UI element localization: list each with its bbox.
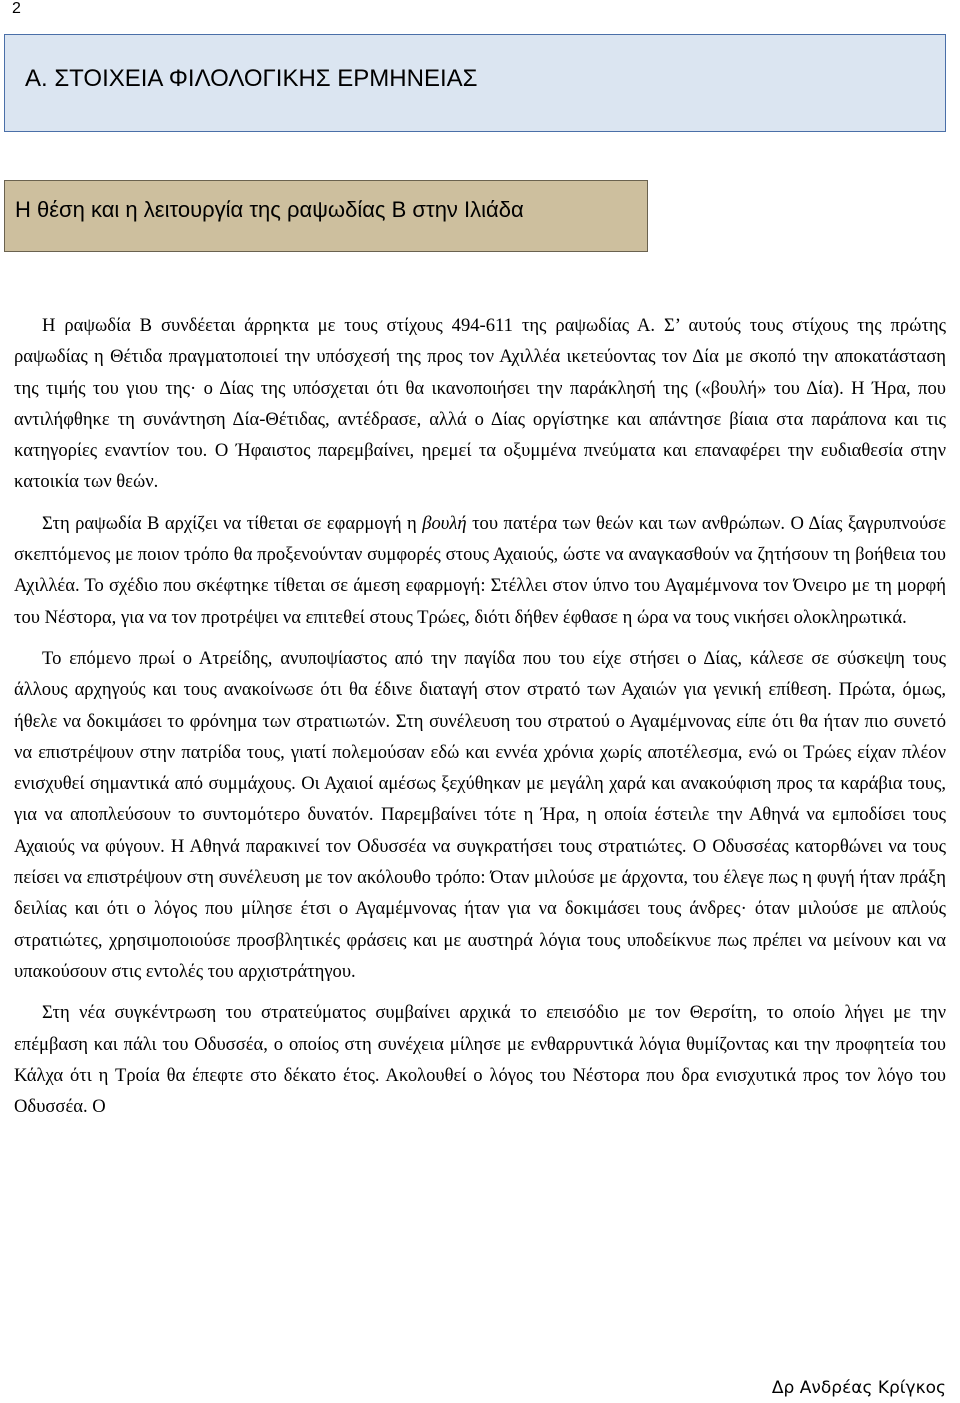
paragraph-3: Το επόμενο πρωί ο Ατρείδης, ανυποψίαστος από την παγίδα που του είχε στήσει ο Δίας, κάλεσε σε σύσκεψη τους άλλους αρχηγούς και τους ανακοίνωσε ότι θα έδινε διαταγή στον στρατό των Αχαιών για γενική επίθεση. Πρώτα, όμως, ήθελε να δοκιμάσει το φρόνημα των στρατιωτών. Στη συνέλευση του στρατού ο Αγαμέμνονας είπε ότι θα ήταν πιο συνετό να επιστρέψουν στην πατρίδα τους, γιατί πολεμούσαν εδώ και εννέα χρόνια χωρίς αποτέλεσμα, ενώ οι Τρώες είχαν πλέον ενισχυθεί σημαντικά από συμμάχους. Οι Αχαιοί αμέσως ξεχύθηκαν με μεγάλη χαρά και ανακούφιση προς τα καράβια τους, για να αποπλεύσουν το συντομότερο δυνατόν. Παρεμβαίνει τότε η Ήρα, η οποία έστειλε την Αθηνά να εμποδίσει τους Αχαιούς να φύγουν. Η Αθηνά παρακινεί τον Οδυσσέα να συγκρατήσει τους στρατιώτες. Ο Οδυσσέας κατορθώνει να τους πείσει να επιστρέψουν στη συνέλευση με τον ακόλουθο τρόπο: Όταν μιλούσε με άρχοντα, του έλεγε πως η φυγή ήταν πράξη δειλίας και ότι ο λόγος που μίλησε έτσι ο Αγαμέμνονας ήταν για να δοκιμάσει τους άνδρες· όταν μιλούσε με απλούς στρατιώτες, χρησιμοποιούσε προσβλητικές φράσεις και με αυστηρά λόγια τους υποδείκνυε πως πρέπει να μείνουν και να υπακούσουν στις εντολές του αρχιστράτηγου. [14,647,946,982]
section-heading: Α. ΣΤΟΙΧΕΙΑ ΦΙΛΟΛΟΓΙΚΗΣ ΕΡΜΗΝΕΙΑΣ [25,65,478,92]
section-heading-box [4,34,946,132]
author-footer: Δρ Ανδρέας Κρίγκος [771,1378,946,1398]
subheading-box [4,180,648,252]
paragraph-4: Στη νέα συγκέντρωση του στρατεύματος συμβαίνει αρχικά το επεισόδιο με τον Θερσίτη, το οποίο λήγει με την επέμβαση και πάλι του Οδυσσέα, ο οποίος στη συνέχεια μίλησε με ενθαρρυντικά λόγια θυμίζοντας και την προφητεία του Κάλχα ότι η Τροία θα έπεφτε στο δέκατο έτος. Ακολουθεί ο λόγος του Νέστορα που δρα ενισχυτικά προς τον λόγο του Οδυσσέα. Ο [14,1002,946,1118]
paragraph-2-emphasis: βουλή [422,512,467,534]
body-text [14,310,946,1122]
paragraph-2 [14,508,946,633]
page-number: 2 [12,0,21,17]
paragraph-2-end: του πατέρα των θεών και των ανθρώπων. Ο Δίας ξαγρυπνούσε σκεπτόμενος με ποιον τρόπο θα προξενούνταν συμφορές στους Αχαιούς, ώστε να αναγκασθούν να ζητήσουν τη βοήθεια του Αχιλλέα. Το σχέδιο που σκέφτηκε τίθεται σε άμεση εφαρμογή: Στέλλει στον ύπνο του Αγαμέμνονα τον Όνειρο με τη μορφή του Νέστορα, για να τον προτρέψει να επιτεθεί στους Τρώες, διότι δήθεν έφθασε η ώρα να τους νικήσει ολοκληρωτικά. [14,512,947,628]
subheading: Η θέση και η λειτουργία της ραψωδίας Β στην Ιλιάδα [15,197,524,222]
paragraph-2-start: Στη ραψωδία Β αρχίζει να τίθεται σε εφαρμογή η [42,512,423,534]
paragraph-1: Η ραψωδία Β συνδέεται άρρηκτα με τους στίχους 494-611 της ραψωδίας Α. Σ’ αυτούς τους στίχους της πρώτης ραψωδίας η Θέτιδα πραγματοποιεί την υπόσχεσή της προς τον Αχιλλέα ικετεύοντας τον Δία με σκοπό την αποκατάσταση της τιμής του γιου της· ο Δίας της υπόσχεται ότι θα ικανοποιήσει την παράκλησή της («βουλή» του Δία). Η Ήρα, που αντιλήφθηκε τη συνάντηση Δία-Θέτιδας, αντέδρασε, αλλά ο Δίας οργίστηκε και απάντησε βίαια στα παράπονα και τις κατηγορίες εναντίον του. Ο Ήφαιστος παρεμβαίνει, ηρεμεί τα οξυμμένα πνεύματα και επαναφέρει την ευδιαθεσία στην κατοικία των θεών. [14,315,946,493]
